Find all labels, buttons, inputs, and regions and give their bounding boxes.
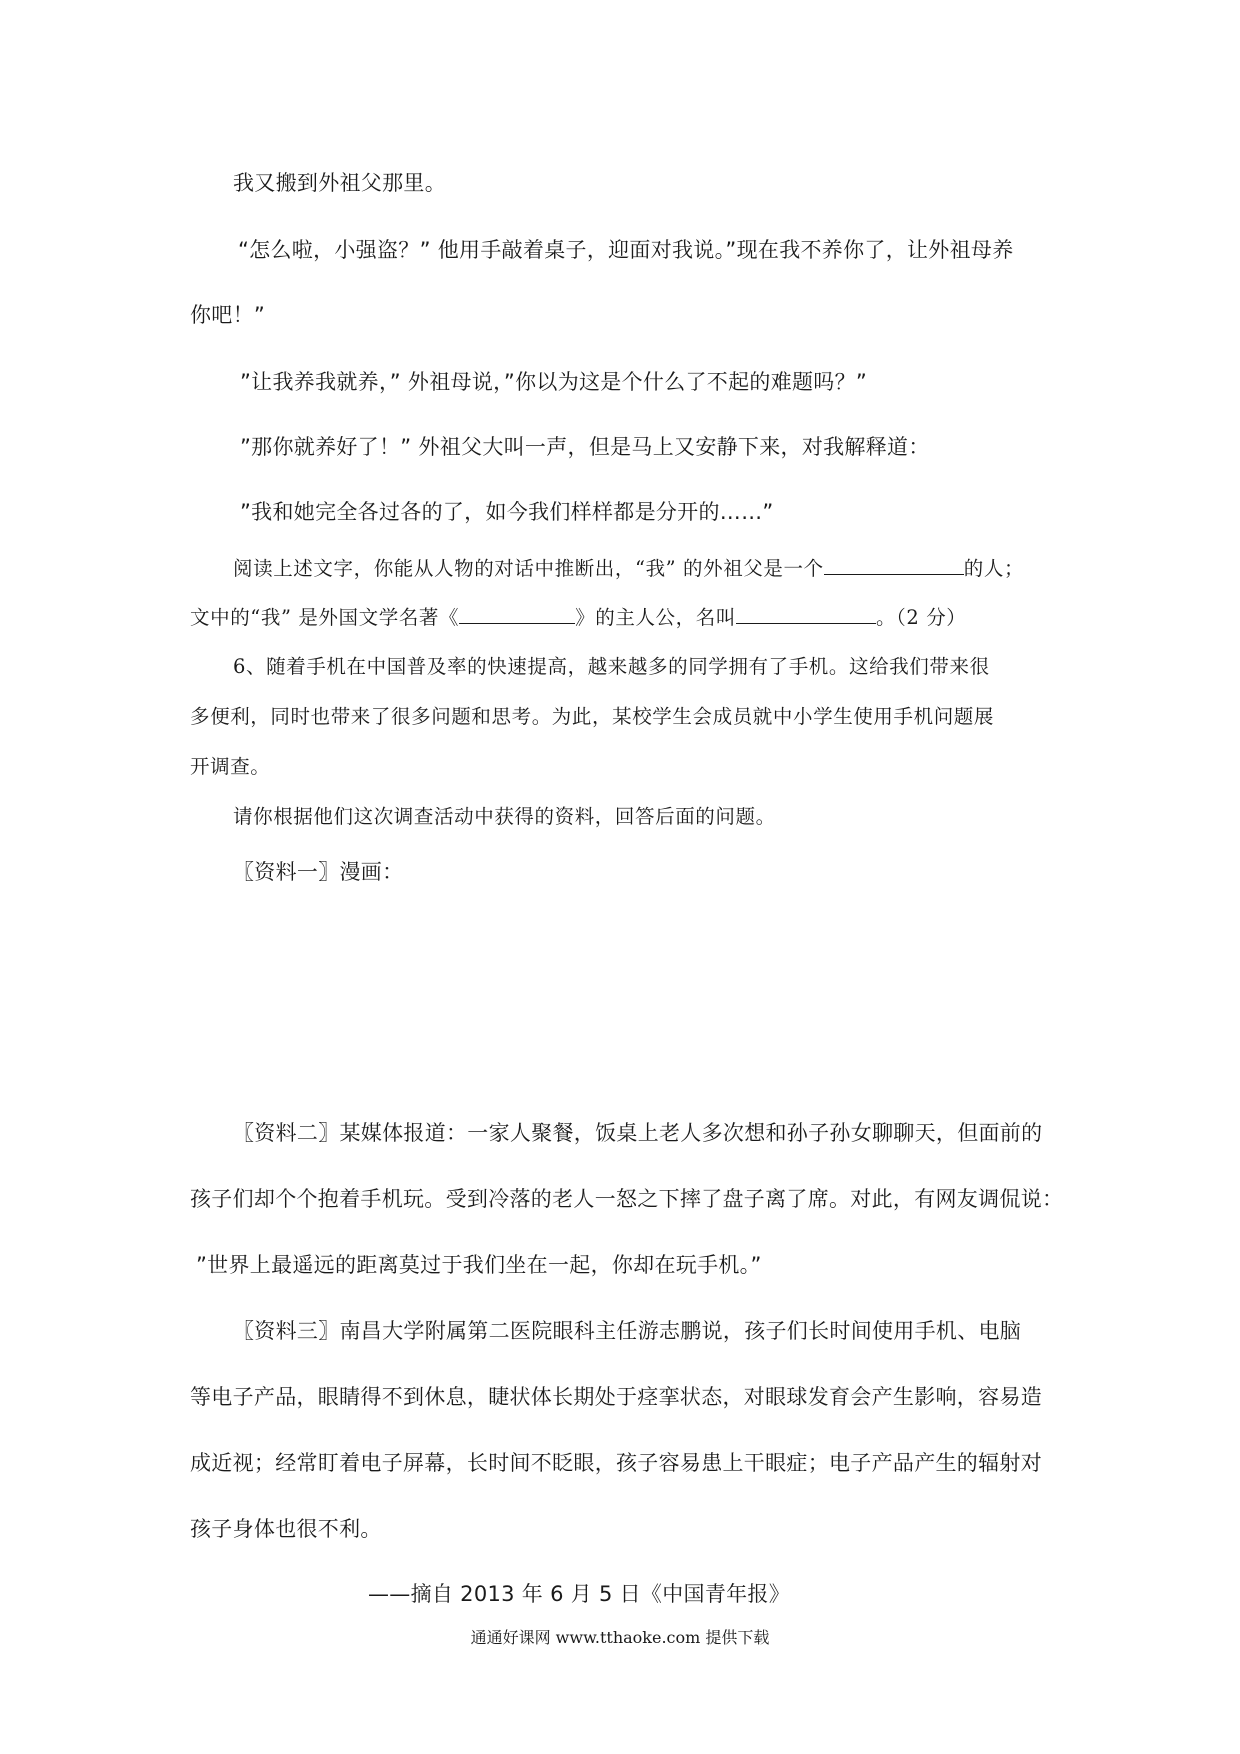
answer-blank-protagonist-name[interactable]	[736, 603, 876, 624]
passage-paragraph-1: 我又搬到外祖父那里。	[233, 171, 446, 195]
material-1-label: 〖资料一〗漫画：	[233, 860, 404, 884]
question-5-text-c: 文中的“我” 是外国文学名著《	[190, 606, 460, 629]
material-3-line-1: 〖资料三〗南昌大学附属第二医院眼科主任游志鹏说，孩子们长时间使用手机、电脑	[233, 1319, 1022, 1343]
passage-paragraph-2-line-2: 你吧！”	[190, 303, 266, 327]
question-5-text-a: 阅读上述文字，你能从人物的对话中推断出，“我” 的外祖父是一个	[233, 557, 824, 580]
comic-image-placeholder	[190, 900, 1050, 1100]
passage-paragraph-3: ”让我养我就养，” 外祖母说，”你以为这是个什么了不起的难题吗？”	[240, 370, 868, 394]
question-5-text-d: 》的主人公，名叫	[575, 606, 736, 629]
question-6-line-4: 请你根据他们这次调查活动中获得的资料，回答后面的问题。	[233, 805, 776, 828]
question-6-line-3: 开调查。	[190, 755, 271, 778]
answer-blank-book-title[interactable]	[459, 603, 575, 624]
question-5-line-1	[233, 554, 1024, 584]
material-2-line-2: 孩子们却个个抱着手机玩。受到冷落的老人一怒之下摔了盘子离了席。对此，有网友调侃说：	[190, 1187, 1064, 1211]
question-5-text-e: 。（2 分）	[875, 606, 967, 629]
material-3-line-2: 等电子产品，眼睛得不到休息，睫状体长期处于痉挛状态，对眼球发育会产生影响，容易造	[190, 1385, 1042, 1409]
question-5-line-2	[190, 603, 966, 633]
material-2-line-3: ”世界上最遥远的距离莫过于我们坐在一起，你却在玩手机。”	[196, 1253, 762, 1277]
footer-download-notice: 通通好课网 www.tthaoke.com 提供下载	[470, 1628, 770, 1647]
passage-paragraph-4: ”那你就养好了！” 外祖父大叫一声，但是马上又安静下来，对我解释道：	[240, 435, 930, 459]
passage-paragraph-2-line-1: “怎么啦，小强盗？” 他用手敲着桌子，迎面对我说。”现在我不养你了，让外祖母养	[238, 238, 1014, 262]
source-citation: ——摘自 2013 年 6 月 5 日《中国青年报》	[368, 1582, 791, 1606]
material-3-line-3: 成近视；经常盯着电子屏幕，长时间不眨眼，孩子容易患上干眼症；电子产品产生的辐射对	[190, 1451, 1042, 1475]
material-3-line-4: 孩子身体也很不利。	[190, 1517, 382, 1541]
passage-paragraph-5: ”我和她完全各过各的了，如今我们样样都是分开的……”	[240, 500, 774, 524]
answer-blank-character-trait[interactable]	[824, 554, 964, 575]
question-6-line-2: 多便利，同时也带来了很多问题和思考。为此，某校学生会成员就中小学生使用手机问题展	[190, 705, 995, 728]
question-5-text-b: 的人；	[963, 557, 1025, 580]
material-2-line-1: 〖资料二〗某媒体报道：一家人聚餐，饭桌上老人多次想和孙子孙女聊聊天，但面前的	[233, 1121, 1043, 1145]
question-6-line-1: 6、随着手机在中国普及率的快速提高，越来越多的同学拥有了手机。这给我们带来很	[233, 655, 990, 678]
